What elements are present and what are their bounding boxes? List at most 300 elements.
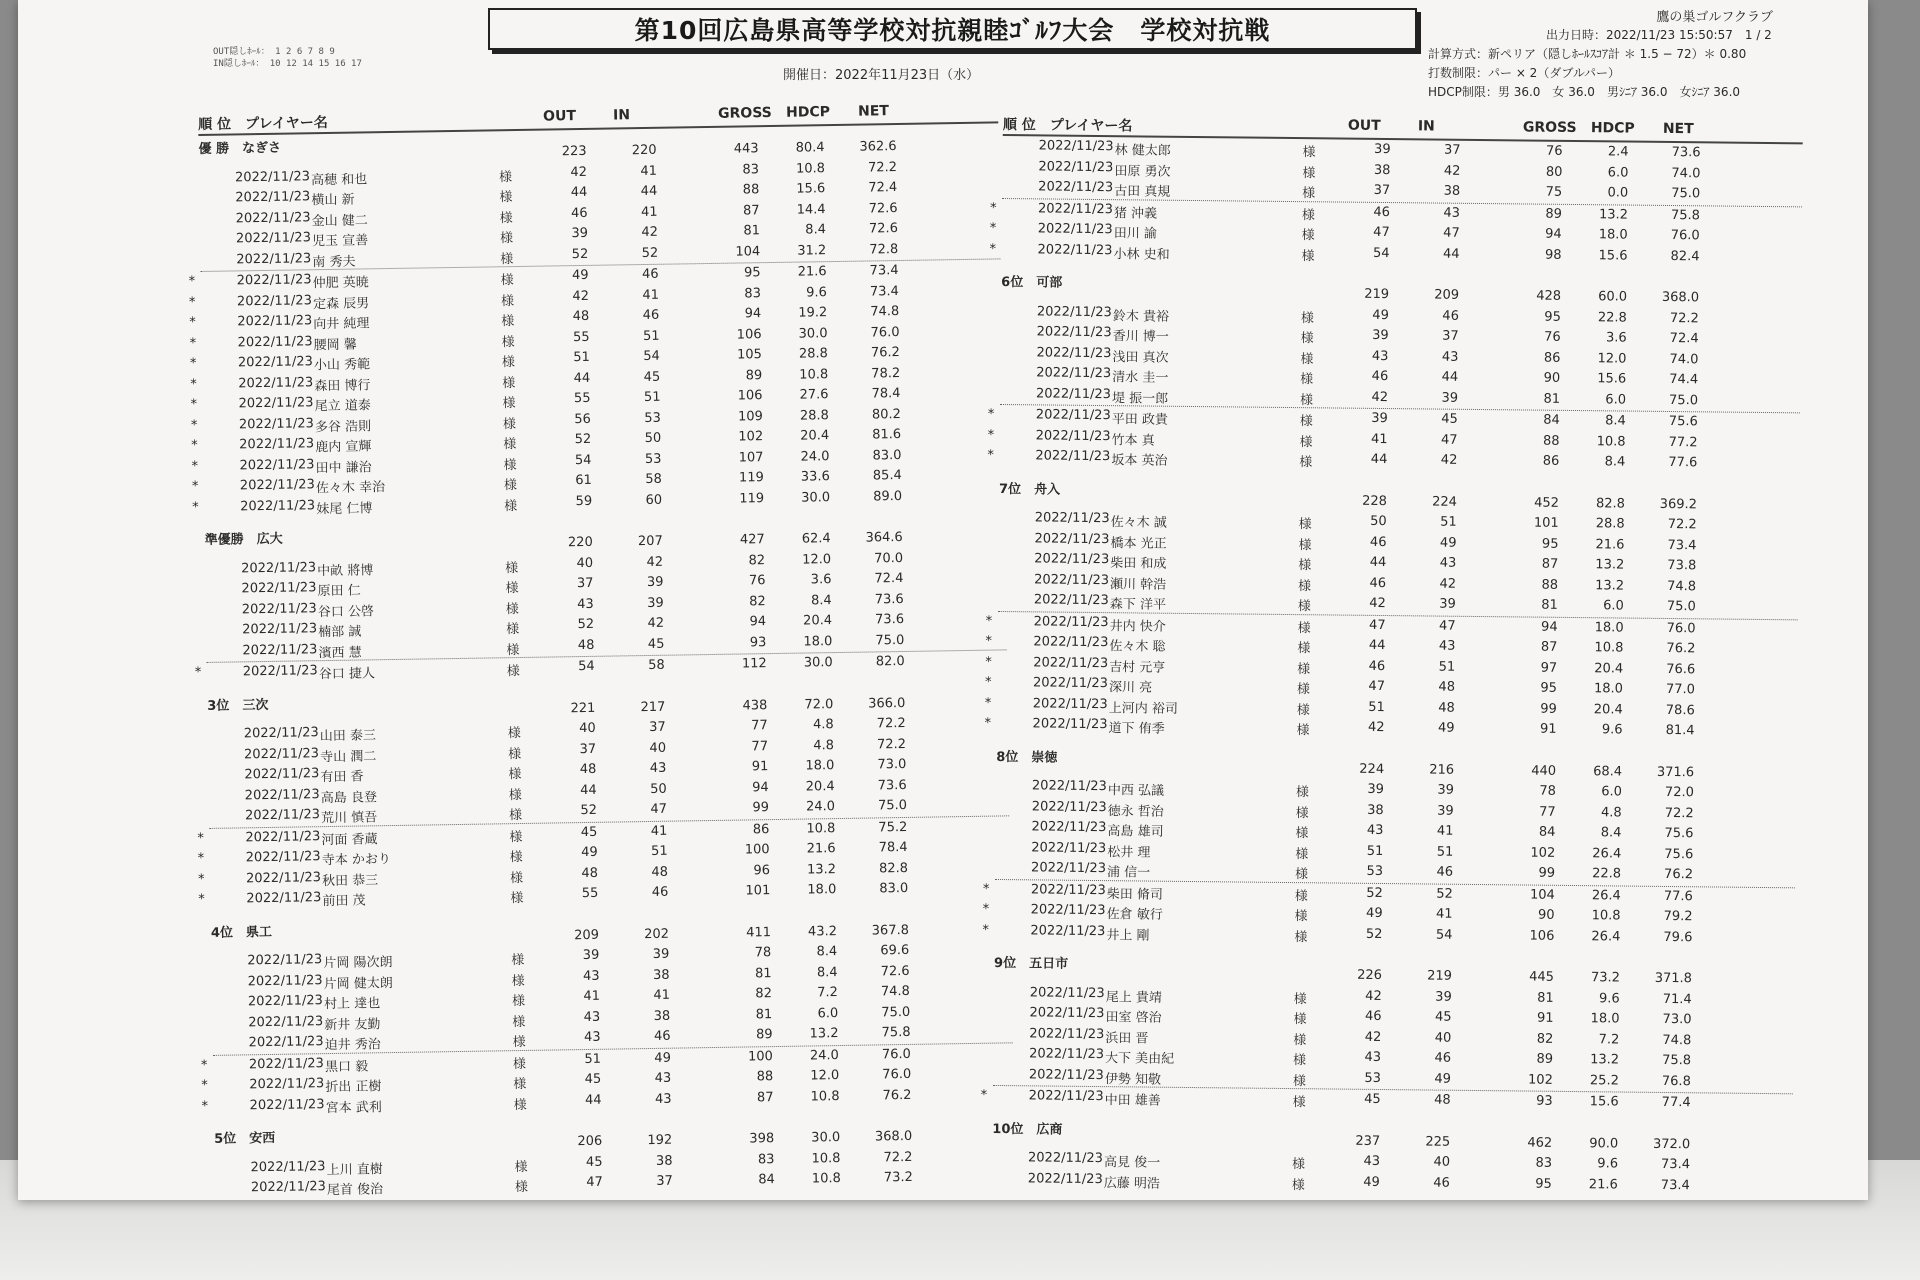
honorific: 様	[1294, 867, 1309, 883]
honorific: 様	[505, 601, 519, 617]
honorific: 様	[1296, 702, 1310, 718]
player-out: 51	[584, 1051, 602, 1067]
play-date: 2022/11/23	[1031, 778, 1107, 795]
player-net: 75.8	[1662, 1052, 1692, 1069]
player-gross: 81	[1537, 990, 1554, 1006]
player-name: 河面 香蔵	[321, 831, 378, 848]
team-out: 206	[577, 1133, 603, 1150]
player-hdcp: 6.0	[817, 1005, 839, 1021]
player-hdcp: 20.4	[1593, 701, 1623, 718]
team-hdcp: 60.0	[1598, 289, 1628, 305]
hidden-hole-mark: *	[197, 830, 205, 846]
honorific: 様	[1297, 578, 1312, 594]
player-gross: 91	[1536, 1010, 1554, 1026]
player-name: 清水 圭一	[1112, 370, 1169, 386]
header-rank-player: 順 位 プレイヤー名	[1002, 116, 1133, 135]
honorific: 様	[514, 1159, 528, 1175]
player-name: 平田 政貴	[1111, 412, 1169, 428]
player-hdcp: 13.2	[1598, 206, 1629, 223]
player-name: 猪 沖義	[1113, 205, 1158, 222]
hidden-hole-mark: *	[188, 274, 196, 290]
player-out: 42	[1365, 988, 1382, 1004]
player-net: 73.4	[1660, 1156, 1691, 1173]
play-date: 2022/11/23	[1030, 922, 1106, 939]
player-in: 51	[1436, 844, 1454, 860]
team-gross: 398	[749, 1131, 775, 1147]
team-rank: 8位	[996, 749, 1019, 765]
player-hdcp: 8.4	[1605, 413, 1626, 429]
honorific: 様	[509, 870, 524, 886]
player-in: 54	[1435, 927, 1453, 943]
player-hdcp: 22.8	[1592, 866, 1622, 882]
player-net: 70.0	[874, 550, 904, 566]
player-name: 有田 香	[320, 769, 364, 786]
player-in: 49	[654, 1050, 672, 1066]
player-hdcp: 15.6	[1597, 371, 1627, 387]
player-in: 43	[654, 1091, 672, 1107]
hidden-hole-mark: *	[985, 654, 992, 670]
player-hdcp: 10.8	[811, 1171, 841, 1187]
player-out: 43	[1366, 822, 1384, 839]
team-hdcp: 43.2	[807, 923, 838, 940]
player-name: 井上 剛	[1106, 927, 1150, 944]
team-in: 220	[631, 142, 657, 159]
player-gross: 104	[735, 243, 761, 260]
player-hdcp: 30.0	[798, 325, 828, 342]
player-gross: 99	[1538, 865, 1556, 881]
player-gross: 87	[1540, 639, 1558, 655]
team-out: 221	[570, 700, 596, 716]
player-out: 52	[1366, 885, 1383, 901]
player-name: 定森 辰男	[312, 295, 370, 312]
hidden-hole-mark: *	[984, 674, 992, 690]
play-date: 2022/11/23	[1029, 1025, 1105, 1042]
hidden-hole-mark: *	[200, 1057, 208, 1073]
player-out: 43	[1371, 348, 1389, 364]
team-net: 371.6	[1656, 764, 1695, 780]
player-net: 75.0	[1668, 392, 1699, 408]
player-out: 53	[1366, 863, 1384, 880]
player-gross: 109	[737, 408, 763, 425]
player-in: 43	[1443, 205, 1461, 221]
honorific: 様	[1297, 661, 1311, 677]
honorific: 様	[500, 273, 514, 289]
player-net: 75.0	[877, 797, 908, 814]
honorific: 様	[1295, 785, 1309, 801]
player-net: 77.6	[1668, 454, 1698, 471]
honorific: 様	[1295, 826, 1309, 842]
player-net: 77.6	[1663, 888, 1693, 904]
player-gross: 83	[1535, 1155, 1553, 1171]
player-name: 村上 達也	[323, 996, 381, 1013]
player-name: 古田 真規	[1114, 184, 1171, 200]
left-results-column	[188, 99, 1015, 1199]
play-date: 2022/11/23	[248, 1055, 325, 1072]
honorific: 様	[501, 355, 516, 371]
player-out: 46	[1368, 658, 1386, 674]
player-net: 78.4	[871, 386, 901, 402]
honorific: 様	[1297, 599, 1311, 615]
player-out: 48	[579, 761, 597, 778]
honorific: 様	[1300, 372, 1314, 388]
play-date: 2022/11/23	[1035, 407, 1111, 424]
hidden-holes-legend	[213, 46, 362, 70]
player-net: 78.6	[1665, 702, 1695, 718]
player-in: 53	[644, 410, 661, 426]
player-gross: 94	[1541, 619, 1558, 635]
player-in: 38	[1443, 183, 1461, 199]
player-out: 46	[1371, 368, 1389, 385]
player-in: 46	[653, 1028, 671, 1044]
player-hdcp: 18.0	[1590, 1011, 1620, 1027]
player-net: 74.4	[1669, 371, 1699, 388]
player-gross: 99	[752, 800, 770, 816]
player-name: 濱西 慧	[318, 644, 362, 661]
in-hidden-holes: IN隠しﾎｰﾙ： 10 12 14 15 16 17	[213, 59, 362, 69]
hidden-hole-mark: *	[984, 715, 992, 731]
play-date: 2022/11/23	[241, 559, 317, 576]
player-name: 徳永 哲治	[1107, 803, 1164, 820]
team-net: 362.6	[859, 139, 897, 155]
player-hdcp: 18.0	[803, 633, 833, 650]
team-name: 三次	[242, 697, 269, 713]
player-name: 堤 振一郎	[1111, 390, 1169, 407]
player-in: 38	[655, 1153, 673, 1169]
player-gross: 105	[736, 347, 762, 363]
player-out: 49	[581, 844, 598, 861]
hidden-hole-mark: *	[191, 438, 198, 454]
player-out: 43	[577, 596, 594, 612]
play-date: 2022/11/23	[1034, 551, 1110, 568]
honorific: 様	[511, 993, 526, 1010]
player-in: 51	[643, 389, 661, 406]
play-date: 2022/11/23	[247, 952, 323, 969]
honorific: 様	[500, 251, 514, 267]
team-net: 368.0	[1661, 289, 1700, 306]
play-date: 2022/11/23	[248, 1034, 324, 1051]
header-hdcp: HDCP	[1590, 120, 1635, 137]
play-date: 2022/11/23	[1034, 571, 1110, 588]
player-gross: 102	[738, 429, 764, 445]
honorific: 様	[1302, 145, 1316, 161]
player-name: 妹尾 仁博	[316, 500, 373, 517]
player-in: 46	[1433, 1175, 1450, 1191]
player-out: 39	[1371, 410, 1388, 427]
player-name: 荒川 慎吾	[320, 810, 378, 827]
player-out: 42	[1367, 719, 1385, 736]
player-name: 寺山 潤二	[320, 748, 377, 765]
player-gross: 82	[749, 593, 766, 609]
player-out: 44	[1370, 451, 1388, 468]
player-gross: 90	[1543, 370, 1561, 386]
player-gross: 94	[752, 779, 769, 795]
player-name: 伊勢 知敬	[1104, 1071, 1162, 1088]
player-hdcp: 22.8	[1597, 309, 1627, 326]
player-out: 46	[1369, 575, 1387, 591]
player-name: 尾立 道泰	[314, 398, 371, 415]
honorific: 様	[509, 849, 523, 866]
player-name: 尾上 貴靖	[1105, 989, 1162, 1006]
player-hdcp: 21.6	[1595, 536, 1625, 553]
player-name: 佐々木 幸治	[315, 480, 386, 497]
player-net: 72.2	[883, 1149, 913, 1165]
player-hdcp: 21.6	[806, 841, 836, 857]
play-date: 2022/11/23	[238, 395, 314, 412]
play-date: 2022/11/23	[1037, 221, 1113, 238]
player-in: 40	[1433, 1154, 1451, 1170]
player-name: 鹿内 宣輝	[315, 439, 372, 456]
team-gross: 427	[739, 532, 765, 548]
player-out: 52	[574, 431, 592, 448]
player-name: 林 健太郎	[1114, 143, 1171, 159]
player-hdcp: 19.2	[798, 305, 828, 321]
team-in: 224	[1432, 494, 1458, 510]
player-out: 44	[570, 184, 588, 201]
player-net: 89.0	[873, 488, 903, 504]
honorific: 様	[502, 416, 517, 432]
team-name: なぎさ	[242, 140, 282, 157]
player-out: 39	[1374, 141, 1391, 158]
honorific: 様	[1300, 331, 1314, 347]
player-gross: 93	[1536, 1093, 1553, 1109]
play-date: 2022/11/23	[237, 354, 313, 371]
player-name: 楠部 誠	[318, 624, 362, 641]
play-date: 2022/11/23	[244, 786, 320, 803]
player-net: 73.6	[1671, 145, 1701, 161]
play-date: 2022/11/23	[1031, 860, 1107, 877]
honorific: 様	[503, 478, 518, 494]
player-in: 43	[1439, 555, 1457, 571]
player-gross: 98	[1544, 247, 1562, 263]
honorific: 様	[1294, 929, 1308, 945]
play-date: 2022/11/23	[1033, 592, 1109, 609]
hidden-hole-mark: *	[201, 1098, 209, 1114]
play-date: 2022/11/23	[244, 766, 320, 783]
team-net: 364.6	[865, 529, 903, 546]
player-in: 47	[1443, 225, 1460, 241]
player-gross: 96	[753, 862, 771, 878]
player-in: 46	[642, 307, 660, 324]
play-date: 2022/11/23	[1032, 716, 1108, 733]
player-gross: 81	[755, 1006, 773, 1022]
player-name: 松井 理	[1107, 844, 1151, 861]
player-in: 49	[1437, 720, 1455, 736]
player-hdcp: 13.2	[809, 1026, 839, 1042]
honorific: 様	[503, 437, 517, 453]
play-date: 2022/11/23	[1038, 138, 1114, 155]
team-hdcp: 62.4	[801, 531, 831, 547]
player-net: 76.2	[1664, 866, 1694, 883]
player-out: 42	[1371, 389, 1389, 405]
player-out: 53	[1364, 1070, 1381, 1086]
player-net: 77.4	[1661, 1094, 1691, 1111]
header-gross: GROSS	[717, 104, 772, 122]
play-date: 2022/11/23	[1031, 798, 1107, 815]
team-gross: 445	[1529, 969, 1555, 985]
player-hdcp: 12.0	[802, 551, 832, 568]
honorific: 様	[501, 334, 515, 350]
honorific: 様	[1302, 165, 1316, 181]
play-date: 2022/11/23	[1028, 1088, 1104, 1105]
honorific: 様	[1302, 186, 1316, 202]
player-name: 香川 博一	[1112, 329, 1169, 345]
player-net: 77.2	[1668, 434, 1698, 450]
play-date: 2022/11/23	[249, 1076, 325, 1093]
play-date: 2022/11/23	[1033, 613, 1109, 630]
player-name: 中畝 將博	[317, 562, 374, 579]
player-in: 37	[649, 719, 666, 735]
player-hdcp: 30.0	[801, 489, 831, 506]
player-in: 47	[650, 801, 668, 817]
player-hdcp: 13.2	[806, 861, 837, 878]
honorific: 様	[1298, 537, 1312, 553]
honorific: 様	[498, 169, 513, 185]
team-net: 367.8	[871, 922, 910, 939]
play-date: 2022/11/23	[250, 1179, 326, 1196]
player-hdcp: 10.8	[811, 1150, 841, 1166]
player-gross: 81	[743, 223, 761, 239]
player-name: 森田 博行	[314, 377, 371, 394]
hidden-hole-mark: *	[989, 220, 997, 236]
hidden-hole-mark: *	[192, 499, 199, 515]
player-in: 58	[648, 657, 665, 673]
player-net: 72.2	[1667, 516, 1697, 533]
player-out: 41	[583, 988, 601, 1005]
player-net: 69.6	[880, 942, 910, 959]
player-in: 60	[645, 492, 663, 508]
honorific: 様	[499, 190, 513, 206]
honorific: 様	[1296, 723, 1310, 739]
team-name: 五日市	[1029, 956, 1069, 972]
player-net: 73.8	[1667, 557, 1697, 574]
play-date: 2022/11/23	[235, 189, 311, 206]
player-name: 児玉 宣善	[311, 233, 369, 250]
player-in: 49	[1434, 1071, 1451, 1087]
player-hdcp: 10.8	[1594, 640, 1624, 656]
player-gross: 101	[745, 883, 771, 899]
player-gross: 107	[738, 449, 764, 466]
play-date: 2022/11/23	[239, 456, 315, 473]
player-in: 42	[1443, 163, 1461, 179]
player-in: 41	[642, 287, 660, 303]
honorific: 様	[1299, 434, 1313, 450]
player-name: 秋田 恭三	[321, 872, 379, 889]
hidden-hole-mark: *	[985, 633, 993, 649]
honorific: 様	[514, 1179, 529, 1196]
play-date: 2022/11/23	[237, 333, 313, 350]
player-in: 42	[641, 224, 659, 241]
player-hdcp: 8.4	[816, 944, 838, 960]
player-gross: 77	[751, 718, 768, 734]
honorific: 様	[510, 890, 524, 907]
play-date: 2022/11/23	[1034, 510, 1110, 527]
honorific: 様	[511, 973, 525, 989]
player-gross: 76	[1544, 329, 1561, 345]
player-hdcp: 13.2	[1590, 1052, 1620, 1068]
player-out: 54	[574, 452, 592, 468]
player-out: 54	[578, 658, 595, 675]
hidden-hole-mark: *	[194, 665, 202, 681]
player-hdcp: 26.4	[1592, 845, 1622, 862]
player-in: 47	[1440, 432, 1458, 448]
player-hdcp: 28.8	[1595, 516, 1625, 532]
player-gross: 95	[1544, 309, 1561, 325]
player-in: 45	[1441, 411, 1458, 427]
player-name: 上川 直樹	[326, 1161, 383, 1178]
player-hdcp: 31.2	[797, 242, 827, 259]
out-hidden-holes: OUT隠しﾎｰﾙ： 1 2 6 7 8 9	[213, 47, 335, 57]
player-out: 39	[1372, 327, 1389, 344]
header-out: OUT	[542, 108, 577, 125]
player-gross: 119	[739, 490, 765, 507]
header-gross: GROSS	[1522, 119, 1577, 137]
hidden-hole-mark: *	[188, 294, 196, 310]
player-in: 53	[644, 451, 662, 467]
player-hdcp: 10.8	[1596, 433, 1626, 450]
play-date: 2022/11/23	[238, 415, 314, 432]
hidden-hole-mark: *	[201, 1077, 208, 1094]
play-date: 2022/11/23	[241, 600, 317, 617]
honorific: 様	[1300, 310, 1314, 326]
player-net: 79.6	[1663, 929, 1693, 945]
player-hdcp: 9.6	[1601, 722, 1623, 738]
player-out: 48	[577, 637, 595, 653]
honorific: 様	[508, 787, 522, 803]
player-name: 山田 泰三	[319, 728, 377, 745]
hidden-hole-mark: *	[197, 871, 205, 887]
player-in: 42	[647, 615, 665, 632]
honorific: 様	[506, 642, 520, 658]
player-gross: 119	[738, 470, 764, 486]
player-net: 76.2	[1666, 640, 1696, 657]
player-in: 52	[641, 245, 659, 261]
hidden-hole-mark: *	[191, 479, 199, 495]
player-in: 48	[1438, 700, 1455, 716]
player-net: 72.2	[1664, 805, 1694, 821]
play-date: 2022/11/23	[1031, 819, 1107, 836]
player-net: 78.4	[878, 839, 908, 856]
player-gross: 75	[1545, 184, 1563, 200]
player-name: 中西 弘議	[1107, 783, 1165, 799]
player-hdcp: 15.6	[1598, 247, 1628, 264]
player-gross: 91	[751, 759, 769, 775]
honorific: 様	[505, 560, 519, 576]
player-net: 73.4	[1667, 537, 1697, 553]
team-rank: 3位	[207, 698, 230, 714]
player-name: 高島 良登	[320, 789, 378, 806]
player-hdcp: 12.0	[1597, 350, 1627, 367]
player-net: 75.8	[1670, 207, 1701, 223]
player-name: 宮本 武利	[325, 1099, 382, 1116]
player-gross: 90	[1537, 907, 1555, 923]
player-name: 深川 亮	[1108, 680, 1153, 696]
player-in: 38	[653, 1008, 671, 1024]
honorific: 様	[512, 1014, 526, 1030]
player-hdcp: 9.6	[806, 284, 828, 300]
honorific: 様	[512, 1034, 526, 1051]
player-net: 73.6	[874, 611, 905, 628]
player-gross: 106	[736, 326, 762, 343]
player-net: 76.2	[870, 345, 900, 361]
player-out: 46	[570, 205, 588, 221]
player-gross: 91	[1539, 721, 1557, 737]
player-net: 80.2	[871, 406, 901, 422]
player-hdcp: 18.0	[1594, 619, 1624, 636]
player-hdcp: 28.8	[799, 407, 829, 424]
player-out: 45	[580, 824, 598, 840]
player-name: 佐々木 聡	[1109, 639, 1166, 655]
player-in: 50	[650, 781, 667, 797]
